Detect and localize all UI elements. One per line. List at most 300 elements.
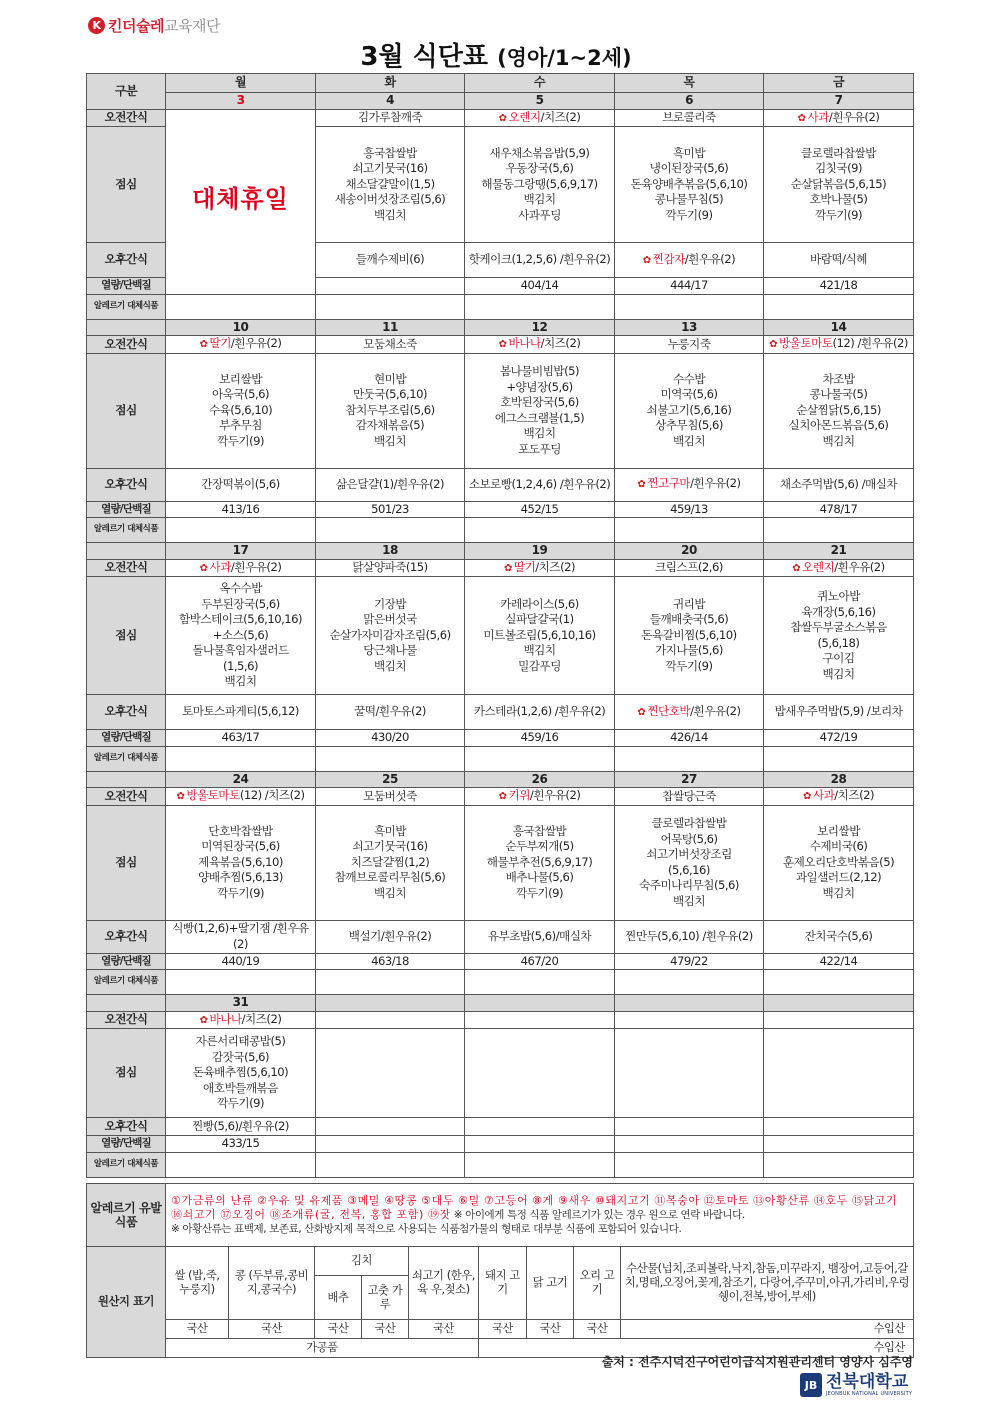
allergy-substitute-cell: [465, 294, 615, 319]
morning-snack-cell: [615, 788, 764, 806]
calorie-cell: 452/15: [465, 501, 615, 518]
morning-snack-cell: [615, 559, 764, 577]
calorie-row: [87, 953, 914, 970]
logo-suffix: 교육재단: [163, 16, 220, 35]
processed-value: 수입산: [479, 1339, 914, 1358]
date-cell: 11: [316, 319, 465, 336]
morning-snack-cell: [166, 559, 316, 577]
lunch-item: 쇠불고기(5,6,16): [646, 402, 732, 417]
day-5: 금: [764, 74, 914, 93]
processed-label: 가공품: [166, 1339, 479, 1358]
afternoon-snack-cell: [166, 468, 316, 501]
lunch-cell: [465, 127, 615, 243]
lunch-item: 깍두기(9): [814, 207, 863, 222]
morning-snack-cell: [764, 336, 914, 354]
calorie-cell: 472/19: [764, 730, 914, 747]
morning-snack-label: 오전간식: [87, 109, 166, 127]
lunch-cell: [764, 1029, 914, 1118]
lunch-item: 제육볶음(5,6,10): [198, 854, 283, 869]
lunch-row: [87, 577, 914, 695]
allergy-substitute-cell: [166, 294, 316, 319]
morning-snack-cell: [316, 559, 465, 577]
calorie-cell: 478/17: [764, 501, 914, 518]
afternoon-snack-cell: [615, 243, 764, 278]
date-row: [87, 93, 914, 110]
snack-text: 닭살양파죽(15): [352, 560, 428, 574]
flower-icon: ✿: [176, 791, 185, 802]
lunch-item: 기장밥: [373, 596, 407, 611]
flower-icon: ✿: [802, 791, 811, 802]
allergy-label: 알레르기 유발식품: [87, 1184, 166, 1247]
allergy-substitute-cell: [764, 746, 914, 771]
lunch-item: 채소달걀말이(1,5): [345, 176, 435, 191]
lunch-item: 돈육양배추볶음(5,6,10): [630, 176, 748, 191]
morning-snack-cell: [764, 788, 914, 806]
calorie-cell: 433/15: [166, 1136, 316, 1153]
lunch-row: [87, 1029, 914, 1118]
morning-snack-cell: [615, 336, 764, 354]
allergy-substitute-label: 알레르기 대체식품: [87, 294, 166, 319]
calorie-label: 열량/단백질: [87, 953, 166, 970]
flower-icon: ✿: [199, 562, 208, 574]
lunch-cell: [615, 127, 764, 243]
morning-snack-label: 오전간식: [87, 559, 166, 577]
lunch-item: 카레라이스(5,6): [500, 596, 579, 611]
allergy-substitute-cell: [615, 1152, 764, 1177]
lunch-item: 해물부추전(5,6,9,17): [486, 854, 593, 869]
fruit-name: 키위: [508, 788, 530, 802]
lunch-item: 훈제오리단호박볶음(5): [782, 854, 895, 869]
snack-rest: /치즈(2): [241, 1011, 282, 1026]
lunch-cell: [166, 577, 316, 695]
origin-label: 원산지 표기: [87, 1247, 166, 1358]
morning-snack-cell: [316, 336, 465, 354]
logo-brand: 킨더슐레: [108, 16, 164, 35]
lunch-item: 퀴노아밥: [817, 589, 860, 603]
allergy-substitute-cell: [764, 518, 914, 543]
lunch-item: 흑미밥: [672, 145, 706, 160]
lunch-item: 깍두기(9): [216, 1096, 265, 1111]
date-row: [87, 319, 914, 336]
date-cell: 6: [615, 93, 764, 110]
calorie-cell: 459/16: [465, 730, 615, 747]
lunch-item: 김칫국(9): [814, 161, 863, 176]
origin-beef: 쇠고기 (한우,육 우,젖소): [409, 1247, 479, 1320]
morning-snack-cell: [764, 109, 914, 127]
calorie-cell: 413/16: [166, 501, 316, 518]
allergy-info: [166, 1184, 914, 1247]
afternoon-snack-cell: [465, 1118, 615, 1136]
afternoon-snack-cell: [316, 695, 465, 730]
allergy-substitute-cell: [316, 970, 465, 995]
source-credit: 출처 : 전주시덕진구어린이급식지원관리센터 영양사 심주영: [601, 1355, 913, 1369]
lunch-item: 백김치: [672, 893, 706, 908]
snack-text: 삶은달걀(1)/흰우유(2): [335, 476, 445, 491]
lunch-item: 백김치: [822, 666, 855, 681]
afternoon-snack-cell: [316, 243, 465, 278]
flower-icon: ✿: [498, 791, 507, 802]
afternoon-snack-label: 오후간식: [87, 468, 166, 501]
allergy-substitute-cell: [166, 970, 316, 995]
lunch-item: (1,5,6): [222, 658, 259, 673]
allergy-substitute-cell: [465, 518, 615, 543]
lunch-label: 점심: [87, 805, 166, 920]
snack-text: 밥새우주먹밥(5,9) /보리차: [774, 704, 903, 719]
lunch-item: (5,6,16): [668, 862, 710, 877]
lunch-item: +양념장(5,6): [506, 379, 573, 394]
university-logo: [800, 1373, 912, 1397]
lunch-item: 아욱국(5,6): [211, 387, 270, 402]
lunch-item: +소스(5,6): [212, 627, 269, 642]
date-row: [87, 543, 914, 560]
origin-bean-value: 국산: [229, 1320, 315, 1339]
snack-text: 토마토스파게티(5,6,12): [182, 704, 299, 719]
calorie-cell: [316, 1136, 465, 1153]
allergy-substitute-cell: [316, 518, 465, 543]
fruit-name: 방울토마토: [778, 336, 833, 350]
flower-icon: ✿: [642, 254, 651, 266]
lunch-item: 찹쌀두부굴소스볶음: [790, 620, 887, 634]
lunch-item: 어묵탕(5,6): [660, 831, 718, 846]
calorie-cell: [764, 1136, 914, 1153]
lunch-item: 감잣국(5,6): [211, 1049, 270, 1064]
calorie-cell: [465, 1136, 615, 1153]
lunch-cell: [615, 805, 764, 920]
lunch-item: 치즈달걀찜(1,2): [350, 854, 430, 869]
origin-kimchi: 김치: [315, 1247, 409, 1276]
lunch-item: 육개장(5,6,16): [801, 604, 876, 619]
origin-pepper-value: 국산: [362, 1320, 409, 1339]
day-header-row: [87, 74, 914, 93]
fruit-name: 오렌지: [508, 109, 541, 124]
calorie-row: [87, 730, 914, 747]
lunch-item: 콩나물국(5): [809, 387, 868, 402]
calorie-cell: [615, 1136, 764, 1153]
allergy-row: [87, 1184, 914, 1247]
snack-text: 꿀떡/흰우유(2): [354, 704, 426, 719]
allergy-substitute-cell: [465, 970, 615, 995]
fruit-name: 딸기: [209, 336, 231, 350]
origin-pork-value: 국산: [479, 1320, 527, 1339]
snack-rest: (12) /흰우유(2): [832, 336, 908, 350]
allergy-substitute-cell: [316, 746, 465, 771]
lunch-item: 숙주미나리무침(5,6): [639, 878, 739, 892]
afternoon-snack-row: [87, 1118, 914, 1136]
university-name-en: JEONBUK NATIONAL UNIVERSITY: [826, 1390, 913, 1397]
morning-snack-label: 오전간식: [87, 336, 166, 354]
morning-snack-row: [87, 788, 914, 806]
morning-snack-cell: [166, 336, 316, 354]
lunch-item: 당근채나물: [363, 643, 417, 658]
allergy-substitute-cell: [316, 294, 465, 319]
menu-table: [86, 73, 914, 1178]
date-cell: [465, 995, 615, 1012]
afternoon-snack-cell: [764, 695, 914, 730]
lunch-item: 백김치: [373, 658, 407, 673]
calorie-cell: 444/17: [615, 278, 764, 295]
lunch-item: 맑은버섯국: [363, 612, 417, 627]
calorie-cell: 463/17: [166, 730, 316, 747]
calorie-cell: 426/14: [615, 730, 764, 747]
lunch-item: 돈육갈비찜(5,6,10): [641, 627, 737, 642]
date-row: [87, 995, 914, 1012]
snack-text: 간장떡볶이(5,6): [201, 476, 280, 491]
lunch-item: 순살닭볶음(5,6,15): [790, 176, 887, 191]
calorie-cell: 459/13: [615, 501, 764, 518]
morning-snack-cell: [316, 109, 465, 127]
allergy-substitute-row: [87, 970, 914, 995]
lunch-cell: [615, 577, 764, 695]
date-cell: [615, 995, 764, 1012]
origin-chicken: 닭 고기: [527, 1247, 574, 1320]
lunch-item: 옥수수밥: [219, 581, 262, 596]
morning-snack-row: [87, 1011, 914, 1029]
lunch-item: 흥국찹쌀밥: [363, 145, 417, 160]
lunch-cell: [615, 353, 764, 468]
flower-icon: ✿: [498, 112, 507, 124]
snack-rest: /흰우유(2): [834, 559, 885, 574]
calorie-cell: 421/18: [764, 278, 914, 295]
snack-text: 찐만두(5,6,10) /흰우유(2): [625, 928, 753, 943]
lunch-item: 백김치: [523, 192, 556, 207]
lunch-item: 백김치: [672, 433, 706, 448]
snack-text: 모둠버섯죽: [363, 788, 417, 803]
date-cell: [316, 995, 465, 1012]
calorie-cell: 422/14: [764, 953, 914, 970]
fruit-name: 사과: [807, 109, 829, 124]
fruit-name: 사과: [812, 788, 835, 802]
snack-rest: /흰우유(2): [690, 703, 741, 718]
lunch-cell: [316, 353, 465, 468]
lunch-item: 백김치: [373, 885, 407, 900]
afternoon-snack-cell: [465, 920, 615, 953]
lunch-item: 차조밥: [822, 371, 855, 386]
calorie-label: 열량/단백질: [87, 730, 166, 747]
lunch-item: 배추나물(5,6): [505, 870, 574, 885]
title-sub: (영아/1~2세): [497, 46, 632, 70]
lunch-item: 순두부찌개(5): [505, 839, 574, 854]
afternoon-snack-cell: [615, 920, 764, 953]
snack-rest: /흰우유(2): [684, 251, 736, 266]
lunch-cell: [764, 353, 914, 468]
morning-snack-cell: [465, 336, 615, 354]
lunch-item: 호박나물(5): [809, 192, 868, 207]
lunch-cell: [316, 1029, 465, 1118]
snack-text: 백설기/흰우유(2): [348, 928, 432, 943]
snack-rest: /흰우유(2): [529, 788, 581, 802]
allergy-substitute-cell: [166, 1152, 316, 1177]
morning-snack-cell: [316, 788, 465, 806]
afternoon-snack-cell: [615, 468, 764, 501]
page-title: [0, 36, 992, 73]
date-cell: 26: [465, 771, 615, 788]
lunch-item: 클로렐라찹쌀밥: [801, 145, 876, 160]
origin-pepper: 고춧 가루: [362, 1276, 409, 1320]
date-cell: 18: [316, 543, 465, 560]
lunch-item: 미역국(5,6): [660, 387, 718, 402]
afternoon-snack-row: [87, 695, 914, 730]
lunch-cell: [316, 127, 465, 243]
flower-icon: ✿: [769, 339, 777, 350]
allergy-substitute-cell: [166, 518, 316, 543]
day-4: 목: [615, 74, 764, 93]
lunch-item: 깍두기(9): [216, 885, 265, 900]
date-cell: 5: [465, 93, 615, 110]
snack-text: 김가루참깨죽: [357, 110, 423, 124]
date-row-label: [87, 319, 166, 336]
lunch-item: 상추무침(5,6): [655, 418, 723, 433]
calorie-cell: 467/20: [465, 953, 615, 970]
date-cell: 19: [465, 543, 615, 560]
date-cell: 7: [764, 93, 914, 110]
allergy-substitute-cell: [615, 746, 764, 771]
date-cell: 4: [316, 93, 465, 110]
lunch-item: 과일샐러드(2,12): [795, 870, 882, 885]
day-1: 월: [166, 74, 316, 93]
lunch-item: 쇠고기뭇국(16): [352, 839, 428, 854]
origin-header-row: [87, 1247, 914, 1276]
lunch-item: 호박된장국(5,6): [500, 395, 579, 409]
date-cell: 3: [166, 93, 316, 110]
lunch-item: 돈육배추찜(5,6,10): [192, 1065, 289, 1080]
lunch-item: 백김치: [822, 885, 855, 900]
morning-snack-cell: [465, 1011, 615, 1029]
lunch-item: 수수밥: [672, 371, 706, 386]
lunch-item: 단호박찹쌀밥: [208, 823, 273, 838]
calorie-label: 열량/단백질: [87, 278, 166, 295]
origin-cabbage: 배추: [315, 1276, 362, 1320]
afternoon-snack-cell: [166, 695, 316, 730]
lunch-cell: [166, 353, 316, 468]
allergy-substitute-row: [87, 746, 914, 771]
foundation-logo: [88, 14, 220, 36]
lunch-item: 참치두부조림(5,6): [345, 402, 435, 417]
date-cell: [764, 995, 914, 1012]
origin-value-row: [87, 1320, 914, 1339]
fruit-name: 딸기: [513, 559, 536, 574]
allergy-substitute-cell: [615, 294, 764, 319]
lunch-item: 만둣국(5,6,10): [352, 387, 428, 402]
logo-k-icon: K: [88, 17, 105, 34]
lunch-cell: [764, 127, 914, 243]
snack-text: 카스테라(1,2,6) /흰우유(2): [473, 704, 606, 719]
lunch-cell: [316, 805, 465, 920]
fruit-name: 오렌지: [802, 559, 835, 574]
allergy-substitute-cell: [615, 518, 764, 543]
title-main: 3월 식단표: [360, 42, 488, 72]
snack-text: 찐빵(5,6)/흰우유(2): [192, 1118, 289, 1133]
origin-seafood-value: 수입산: [621, 1320, 914, 1339]
flower-icon: ✿: [797, 112, 806, 124]
snack-text: 소보로빵(1,2,4,6) /흰우유(2): [468, 476, 611, 491]
snack-text: 식빵(1,2,6)+딸기잼 /흰우유(2): [172, 921, 309, 951]
lunch-item: 우동장국(5,6): [505, 161, 574, 176]
date-cell: 28: [764, 771, 914, 788]
lunch-item: 부추무침: [219, 418, 262, 433]
afternoon-snack-cell: [166, 920, 316, 953]
lunch-row: [87, 805, 914, 920]
lunch-item: 가지나물(5,6): [655, 643, 723, 658]
lunch-item: 흥국찹쌀밥: [512, 823, 567, 838]
allergy-substitute-cell: [764, 294, 914, 319]
snack-text: 잔치국수(5,6): [804, 928, 873, 943]
allergy-substitute-label: 알레르기 대체식품: [87, 746, 166, 771]
snack-text: 누룽지죽: [667, 336, 711, 351]
lunch-item: 양배추찜(5,6,13): [198, 870, 283, 885]
morning-snack-label: 오전간식: [87, 788, 166, 806]
snack-rest: /흰우유(2): [230, 336, 282, 350]
snack-text: 들깨수제비(6): [355, 252, 425, 267]
lunch-item: 보리쌀밥: [817, 823, 860, 838]
allergy-substitute-cell: [764, 970, 914, 995]
date-cell: 14: [764, 319, 914, 336]
lunch-cell: [166, 805, 316, 920]
lunch-item: 해물동그랑땡(5,6,9,17): [481, 176, 598, 191]
snack-rest: /치즈(2): [540, 336, 581, 350]
date-row-label: [87, 543, 166, 560]
lunch-item: 수제비국(6): [809, 839, 868, 854]
afternoon-snack-row: [87, 468, 914, 501]
lunch-cell: [465, 805, 615, 920]
lunch-item: 감자채볶음(5): [355, 418, 425, 433]
lunch-item: 새송이버섯장조림(5,6): [334, 192, 446, 207]
calorie-cell: 430/20: [316, 730, 465, 747]
morning-snack-row: [87, 336, 914, 354]
category-label: 구분: [87, 74, 166, 110]
morning-snack-cell: [465, 559, 615, 577]
afternoon-snack-cell: [764, 920, 914, 953]
lunch-item: 밀감푸딩: [518, 658, 561, 673]
lunch-item: 자른서리태콩밥(5): [195, 1034, 286, 1049]
origin-chicken-value: 국산: [527, 1320, 574, 1339]
lunch-item: 깍두기(9): [665, 207, 713, 222]
origin-beef-value: 국산: [409, 1320, 479, 1339]
afternoon-snack-cell: [465, 243, 615, 278]
lunch-item: 수육(5,6,10): [208, 402, 273, 417]
morning-snack-label: 오전간식: [87, 1011, 166, 1029]
afternoon-snack-label: 오후간식: [87, 1118, 166, 1136]
lunch-cell: [764, 577, 914, 695]
lunch-item: 백김치: [822, 433, 855, 448]
snack-rest: /치즈(2): [540, 109, 581, 124]
lunch-cell: [615, 1029, 764, 1118]
lunch-item: 냉이된장국(5,6): [649, 161, 729, 176]
lunch-label: 점심: [87, 1029, 166, 1118]
afternoon-snack-label: 오후간식: [87, 695, 166, 730]
afternoon-snack-cell: [764, 243, 914, 278]
flower-icon: ✿: [637, 706, 646, 718]
lunch-label: 점심: [87, 353, 166, 468]
lunch-item: 깍두기(9): [665, 658, 713, 673]
snack-rest: /흰우유(2): [828, 109, 880, 124]
lunch-cell: [465, 577, 615, 695]
lunch-item: 백김치: [373, 433, 407, 448]
lunch-item: 함박스테이크(5,6,10,16): [178, 612, 303, 627]
lunch-item: 깍두기(9): [515, 885, 564, 900]
calorie-label: 열량/단백질: [87, 501, 166, 518]
calorie-cell: 479/22: [615, 953, 764, 970]
lunch-item: 귀리밥: [672, 596, 706, 611]
allergy-substitute-cell: [465, 746, 615, 771]
flower-icon: ✿: [199, 339, 208, 350]
morning-snack-cell: [764, 1011, 914, 1029]
lunch-item: 현미밥: [373, 371, 407, 386]
flower-icon: ✿: [792, 562, 801, 574]
snack-text: 바람떡/식혜: [810, 252, 867, 267]
morning-snack-cell: [166, 788, 316, 806]
lunch-cell: [764, 805, 914, 920]
lunch-item: 새우채소볶음밥(5,9): [489, 145, 590, 160]
